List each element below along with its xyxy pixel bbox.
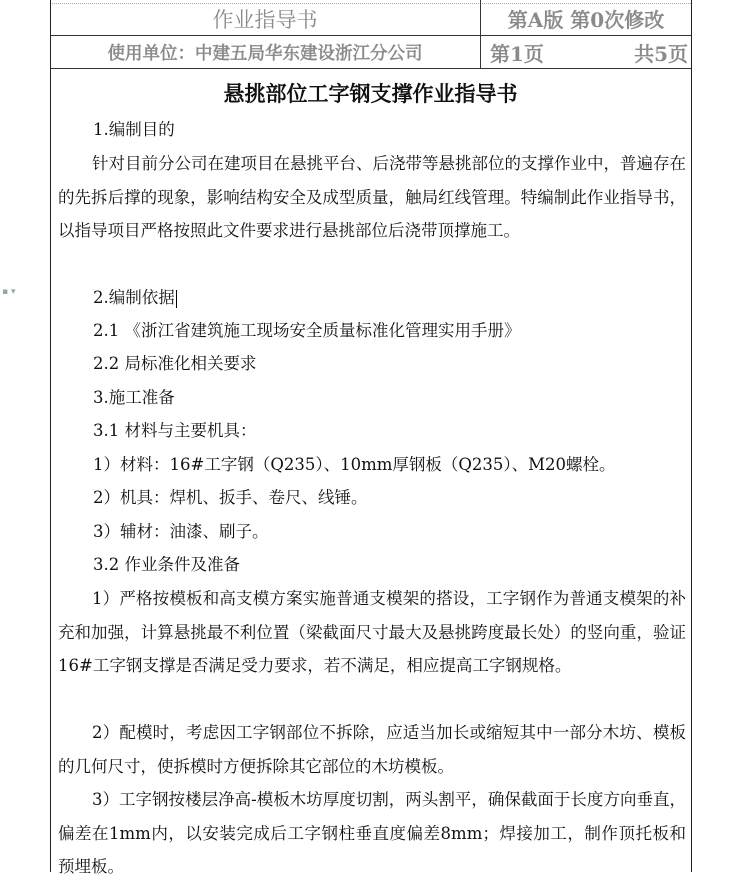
section-3-1-tools: 2）机具：焊机、扳手、卷尺、线锤。 bbox=[93, 488, 368, 507]
header-doc-type: 作业指导书 bbox=[212, 7, 318, 32]
header-bottom-border bbox=[50, 68, 691, 69]
page-left-border bbox=[50, 0, 51, 872]
section-3-1-materials: 1）材料：16#工字钢（Q235）、10mm厚钢板（Q235）、M20螺栓。 bbox=[93, 455, 616, 474]
section-2-1: 2.1 《浙江省建筑施工现场安全质量标准化管理实用手册》 bbox=[93, 321, 521, 340]
document-title: 悬挑部位工字钢支撑作业指导书 bbox=[223, 81, 518, 106]
margin-marker-icon: ▪ ▾ bbox=[2, 287, 16, 297]
section-2-heading[interactable] bbox=[93, 281, 177, 315]
section-3-2-item-3: 3）工字钢按楼层净高-模板木坊厚度切割，两头割平，确保截面于长度方向垂直，偏差在1mm内，以安装完成后工字钢柱垂直度偏差8mm；焊接加工，制作顶托板和预埋板。 bbox=[58, 790, 686, 876]
section-3-2-item-2: 2）配模时，考虑因工字钢部位不拆除，应适当加长或缩短其中一部分木坊、模板的几何尺寸，使拆模时方便拆除其它部位的木坊模板。 bbox=[58, 723, 686, 776]
section-3-2: 3.2 作业条件及准备 bbox=[93, 555, 240, 574]
section-3-heading: 3.施工准备 bbox=[93, 388, 175, 407]
section-2-2: 2.2 局标准化相关要求 bbox=[93, 354, 257, 373]
section-2-heading-text: 2.编制依据 bbox=[93, 288, 175, 307]
section-3-2-item-1: 1）严格按模板和高支模方案实施普通支模架的搭设，工字钢作为普通支模架的补充和加强，计算悬挑最不利位置（梁截面尺寸最大及悬挑跨度最长处）的竖向重，验证16#工字钢支撑是否满足受力要求，若不满足，相应提高工字钢规格。 bbox=[58, 589, 686, 675]
header-unit: 使用单位：中建五局华东建设浙江分公司 bbox=[107, 43, 423, 64]
section-1-body: 针对目前分公司在建项目在悬挑平台、后浇带等悬挑部位的支撑作业中，普遍存在的先拆后撑的现象，影响结构安全及成型质量，触局红线管理。特编制此作业指导书，以指导项目严格按照此文件要求进行悬挑部位后浇带顶撑施工。 bbox=[58, 154, 686, 240]
section-3-1: 3.1 材料与主要机具： bbox=[93, 421, 257, 440]
header-version: 第A版 第0次修改 bbox=[507, 8, 665, 32]
text-cursor bbox=[176, 290, 177, 308]
page-right-border bbox=[691, 0, 692, 872]
section-3-1-auxiliary: 3）辅材：油漆、刷子。 bbox=[93, 522, 269, 541]
section-1-heading: 1.编制目的 bbox=[93, 120, 175, 139]
header-page-number: 第1页 bbox=[490, 41, 544, 66]
header-page-total: 共5页 bbox=[634, 41, 688, 66]
